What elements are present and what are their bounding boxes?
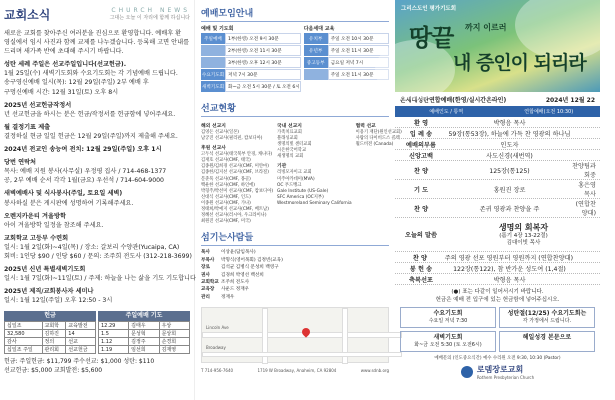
order-item: 찬 양 [413,205,429,213]
table-cell: 우상 [159,322,189,330]
mission-section-title: 선교현황 [201,101,389,117]
staff-row [201,257,389,264]
mission-item: 문준묵 선교사(CMF, 몽골) [201,176,251,182]
info-panel [195,0,402,400]
info-box [400,307,496,328]
schedule-row [201,57,301,68]
table-row [5,322,96,330]
news-heading: 2025년 신년 특별새벽기도회 [4,266,86,274]
mission-item: SFC America (OC지부) [277,194,324,200]
schedule-label: 유년부 [304,45,328,56]
table-cell: 김하진 [42,330,66,338]
staff-names: 박형식(영어목회) 김정빈(교육) [221,257,283,263]
news-line: 회비: 1인당 $90 / 인당 $60 / 문의: 조주희 전도사 (312-218-3699) [4,252,192,260]
news-line: 드리며 새가족 반에 초대해 주시기 바랍니다. [4,48,124,56]
news-heading: 오렌지카운티 겨울방학 [4,212,66,220]
order-item: 신앙고백 [409,152,433,160]
order-detail: 존귀 영광과 찬양을 주 [479,205,540,213]
sermon-info [447,223,600,247]
info-box-title: 수요기도회 [433,310,463,317]
news-heading: 당번 연락처 [4,159,37,167]
order-detail: 사도신경(새번역) [486,152,533,160]
table-row [5,346,96,354]
order-detail: 박형음 목사 [493,276,526,284]
order-row [395,161,600,180]
table-cell: 14 [66,330,96,338]
table-cell: 문성혁 [129,330,159,338]
order-row [395,252,600,263]
worship-col-title: 예배 및 기도회 [201,26,234,32]
info-box-title: 새벽기도회 [433,334,463,341]
cover-headline: 땅끝 [409,23,454,52]
table-cell: 임선희 [129,346,159,354]
worship-col [201,25,301,93]
prayer-table [98,321,190,354]
staff-names: 이상윤(담임목사) [221,250,256,256]
table-cell: 1.19 [99,346,129,354]
info-box [499,307,595,328]
table-row [99,346,190,354]
staff-row [201,249,389,256]
mission-item: 생명의빛 센터교회 [277,142,312,148]
mission-item: 백운한 선교사(CMF, 하인에) [201,182,255,188]
staff-role: 부목사 [201,257,215,263]
sermon-row [395,218,600,252]
mission-heading: 협력 선교 [355,124,376,129]
news-heading: 월 결정기표 제출 [4,123,51,131]
order-person: 찬양팀과 회중 [572,163,596,179]
staff-names: 김경희 박영선 백선희 [221,272,264,278]
finance-footer-line: 선교헌금: $5,000 교회발전: $5,600 [4,367,103,375]
mission-item: 최원진 선교사(CMF, 미국) [201,219,251,225]
table-row [5,338,96,346]
staff-role: 교육장 [201,287,215,293]
contact-footer [201,368,389,373]
finance-title-right: 주일예배 기도 [98,311,190,321]
service-notes [395,288,600,304]
schedule-row [201,81,301,92]
mission-item: 고두석 선교사(태국북부 안경, 캐나다) [201,152,273,158]
news-heading: 2024년 전교인 송능여 전치: 12월 29일(주일) 오후 1시 [4,146,162,154]
website-link[interactable]: www.sdnb.org [360,368,389,374]
news-heading: 새벽예배사 및 식사봉사(주일, 토요일 세벽) [4,190,123,198]
order-row [395,199,600,218]
table-cell: 교육발전 [66,322,96,330]
staff-role: 권사 [201,272,210,278]
order-detail: 홍원진 장로 [493,186,526,194]
staff-row [201,272,389,279]
table-cell: 선교헌금 [66,346,96,354]
mission-item: 이종원 선교사(CMF, 가나) [201,200,251,206]
mission-item: 신대식 선교사(CMF, 인도) [201,194,251,200]
service-bar-left: 예배인도 / 통역 [429,109,464,115]
schedule-time: 저녁 7시 30분 [225,69,301,80]
table-cell: 십일조 주일 [5,346,43,354]
church-address: 1719 W Broadway, Anaheim, CA 92804 [257,368,337,374]
schedule-label: 새벽기도회 [201,81,225,92]
schedule-time: 주일 오전 11시 30분 [328,45,389,56]
education-col-title: 다음세대 교육 [303,26,335,32]
table-row [99,330,190,338]
order-item: 예배의부름 [406,141,436,149]
table-row [99,338,190,346]
order-row [395,274,600,285]
mission-col [277,120,352,225]
finance-footer-line: 헌금: 주일헌금: $11,799 주수선교: $1,000 성탄: $110 [4,358,155,366]
table-cell: 12.29 [99,322,129,330]
worship-timetable [201,25,389,93]
staff-row [201,279,389,286]
table-cell: 교회학 [42,322,66,330]
mission-item: 미주아카데미(MVA) [277,176,315,182]
info-box-sub: 각 가정에서 드립니다. [522,318,572,324]
offering-table [4,321,96,354]
order-detail: 125장(통125) [489,167,530,175]
service-title: 온세대성탄연합예배(한영/실시간온라인) [400,97,507,104]
news-line: 공, 2부 예배 순서 각각 1월(금요) 우선석 / 714-604-9000 [4,177,164,185]
table-row [99,322,190,330]
mission-item: 가족치료교회 [277,130,302,135]
news-line: 송구영신예배 일시(목): 12월 29일(주일) 2부 예배 후 [4,79,149,87]
mission-heading: 후원 선교사 [201,146,226,152]
news-header [4,3,190,25]
schedule-time: 2부(한영) 오전 11시 30분 [225,45,301,56]
staff-row [201,264,389,271]
news-line: 일시: 1월 2일(화)~4일(목) / 장소: 갈보리 수양관(Yucaipa, CA) [4,243,180,251]
mission-item: 정태희/박예지 선교사(CMF, 베트남) [201,207,269,213]
schedule-time: 주일 오전 11시 30분 [328,69,389,80]
schedule-time: 1부(한영) 오전 9시 30분 [225,33,301,44]
schedule-time: 화~금 오전 5시 30분 / 토 오전 6시 [225,81,301,92]
table-cell: 김태우 [129,322,159,330]
finance-footer [4,357,190,375]
order-row [395,150,600,161]
schedule-time: 금요일 저녁 7시 [328,57,389,68]
order-detail: 주의 영광 선포 영원부터 영원까지 (연합찬양대) [444,254,574,262]
mission-item: Gale Institute (US-Gale) [277,188,329,194]
order-item: 환 영 [413,119,429,127]
table-cell: 정의 [42,338,66,346]
news-line: 영실에서 임시 사진과 함께 교제를 나누겠습니다. 등록해 고면 안내를 [4,39,190,47]
news-line: 1월 25일(수) 새벽기도회와 수요기도회는 각 기념예배 드립니다. [4,70,178,78]
news-line: 아이 겨울방학 일정을 참조해 주세요. [4,221,104,229]
map-label: Lincoln Ave [206,325,229,331]
news-masthead-sub: 그대는 오늘 이 자리에 함께 하십니다 [109,15,190,21]
order-item: 기 도 [413,186,429,194]
mission-section [201,101,402,225]
note-line: 헌금은 예배 전 입구에 있는 헌금함에 넣어주십시오. [435,297,560,303]
news-line: 일시: 1월 12일(주일) 오후 12:50 - 3시 [4,297,113,305]
church-logo-name: 로뎀장로교회 [476,365,524,374]
schedule-label: 중고등부 [304,57,328,68]
table-cell: 관리회 [42,346,66,354]
note-line: (●) 표는 다같이 일어서시기 바랍니다. [451,289,544,295]
order-item: 찬 양 [413,167,429,175]
sermon-label: 오늘의 말씀 [404,232,438,239]
finance-tables [4,321,190,354]
map-label: Broadway [206,345,226,351]
finance-header [4,311,190,321]
mission-item: 김종한/김지선 선교사(CMF, 브라질) [201,170,269,176]
news-heading: 교회학교 고등부 수련회 [4,234,69,242]
info-boxes [395,304,600,328]
cover-banner [395,0,600,92]
mission-heading: 국내 선교지 [277,124,302,129]
sermon-preacher: 김대이빗 목사 [506,239,541,246]
table-cell: 1.12 [99,338,129,346]
schedule-row [304,45,389,56]
schedule-label [201,57,225,68]
mission-item: 블래싱교회 [277,136,298,142]
order-row [395,139,600,150]
mission-item: 김영돈 선교사(일본) [201,130,239,135]
news-masthead: CHURCH NEWS [111,7,190,14]
mission-item: 박형주/박선미 선교사(CMF, 캄보디아) [201,188,274,194]
table-cell: 손경희 [159,338,189,346]
news-line: 봉사하실 분은 게시판에 성명하여 기록해주세요. [4,199,134,207]
cover-headline-2: 내 증인이 되리라 [453,52,586,74]
education-col [304,25,389,93]
info-box-title: 성탄절(12/25) 수요기도회는 [507,310,587,317]
info-box [400,331,496,352]
mission-heading: 기관 [277,164,287,170]
mission-item: 새생명의 교회 [277,154,304,160]
schedule-label [304,69,328,80]
mission-item: 리빙모자이크 교회 [277,170,312,176]
news-line: 결정하실 현금 일일 헌금은 12월 29일(주일)까지 제출해 주세요. [4,132,178,140]
schedule-row [201,69,301,80]
schedule-label [201,45,225,56]
table-row [5,330,96,338]
staff-names: 김석균 김병식 문성희 백영구 [221,265,279,271]
order-item: 입 례 송 [409,130,433,138]
schedule-row [201,33,301,44]
table-cell: 김정주 [129,338,159,346]
order-person: 홍은영 목사 [578,182,596,198]
service-bar-right: 연합예배(오전 10:30) [524,109,574,115]
order-detail: 122장(통122), 참 반가운 성도여 (1,4절) [453,265,566,273]
order-detail: 박형음 목사 [493,119,526,127]
news-title: 교회소식 [4,7,51,22]
service-bar [395,106,600,117]
worship-section-title: 예배모임안내 [201,6,389,22]
news-line: 년 선교헌금을 하시는 분은 헌금/작정서를 헌금함에 넣어주세요. [4,110,176,118]
order-row [395,128,600,139]
table-cell: 감사 [5,338,43,346]
church-logo-english: Rothem Presbyterian Church [476,375,535,380]
church-news-panel [0,0,195,400]
phone-number: T 714-956-7640 [201,368,234,374]
order-item: 축복선포 [409,276,433,284]
order-item: 찬 양 [412,254,427,262]
mission-item: 사람의 다이비드스 콜렉 [355,136,400,142]
order-item: 봉 헌 송 [409,265,433,273]
service-date: 2024년 12월 22 [545,97,595,104]
worship-address: 예배문의 (인도중요식간) 예수 수리원 오전 9:30, 10:30 (Pastor) [434,356,561,361]
news-line: 새로운 교회를 찾아주신 여러분을 진심으로 환영합니다. 예배후 환 [4,30,182,37]
mission-item: 정혜선 선교사(러시아, 우크라이나) [201,213,267,219]
mission-item: 시온한국어학교 [277,148,307,154]
news-line: 일시: 1월 7일(화)~11일(토) / 주제: 하늘을 나는 삶을 기도 기도합니다 [4,275,197,283]
news-line: 구멍신예배 시간: 12월 31일(토) 오후 8시 [4,88,119,96]
cover-headline-mid: 까지 이르러 [465,23,507,32]
schedule-label: 주일예배 [201,33,225,44]
order-row [395,263,600,274]
mission-item: 월드비전 (Canada) [355,142,394,148]
news-line: 목사: 예배 지원 봉사(사무실) 우정평 집사 / 714-468-1377 [4,168,167,176]
news-heading: 성탄 세례 주일은 선교주일입니다(선교헌금). [4,61,127,69]
sermon-title: 생명의 회복자 [498,222,549,232]
order-detail: 인도자 [500,141,519,149]
mission-item: 김종원/김희경 선교사(CMF, 미얀마) [201,164,269,170]
order-of-service-2 [395,252,600,285]
mission-heading: 해외 선교지 [201,124,226,129]
schedule-label: 유치부 [304,33,328,44]
staff-names: 정재우 [221,294,235,300]
staff-section-title: 섬기는사람들 [201,230,389,246]
news-heading: 2025년 선교헌금작정서 [4,101,72,109]
order-detail: 59장(통53장), 하늘에 가득 찬 영광의 하나님 [448,130,571,138]
info-box-title: 헤일성경 본문으로 [522,334,572,341]
order-row [395,117,600,128]
news-heading: 2025년 제직/교회봉사자 세미나 [4,288,94,296]
mission-col [201,120,273,225]
info-boxes [395,328,600,352]
news-body [4,29,197,305]
info-box-sub: 수요일 저녁 7:30 [428,318,468,324]
mission-item: 남궁진 선교사(필리핀, 캄보디아) [201,136,263,142]
info-box-sub: 화~금 오전 5:30 (토 오전6시) [414,342,482,348]
staff-names: 사운드 정재우 [221,287,250,293]
order-person: (연합찬양대) [575,201,596,217]
order-of-service [395,117,600,218]
mission-item: 김재호 선교사(CMF, 태국) [201,158,251,164]
staff-role: 목사 [201,250,210,256]
service-order-panel [395,0,600,400]
mission-item: 이용기 재단(원인선교회) [355,130,402,135]
staff-names: 조주희 전도사 [221,279,250,285]
mission-item: Westmoreland Seminary California [277,200,352,206]
map-road [202,352,402,357]
table-cell: 김재영 [159,346,189,354]
schedule-row [304,33,389,44]
schedule-time: 주일 오전 10시 30분 [328,33,389,44]
church-logo-icon [461,366,473,378]
staff-row [201,294,389,301]
location-map [201,307,389,363]
finance-title-left: 헌금 [4,311,96,321]
staff-row [201,286,389,293]
order-row [395,180,600,199]
schedule-label: 수요기도회 [201,69,225,80]
staff-role: 관리 [201,294,210,300]
staff-role: 장로 [201,265,210,271]
schedule-row [201,45,301,56]
table-cell: 문상희 [159,330,189,338]
table-cell: 1.5 [99,330,129,338]
staff-section [201,230,389,301]
table-cell: 선교 [66,338,96,346]
staff-role: 교회학교 [201,279,219,285]
schedule-time: 3부(한영) 오후 12시 30분 [225,57,301,68]
info-box [499,331,595,352]
church-logo [395,364,600,380]
table-cell: 십일조 [5,322,43,330]
cover-church-name: 그리스도인 평가기도회 [401,6,457,12]
sermon-reference: (롬기 4장 13-22절) [499,232,548,239]
table-cell: 32,580 [5,330,43,338]
mission-item: OC 푸드뱅크 [277,182,302,188]
